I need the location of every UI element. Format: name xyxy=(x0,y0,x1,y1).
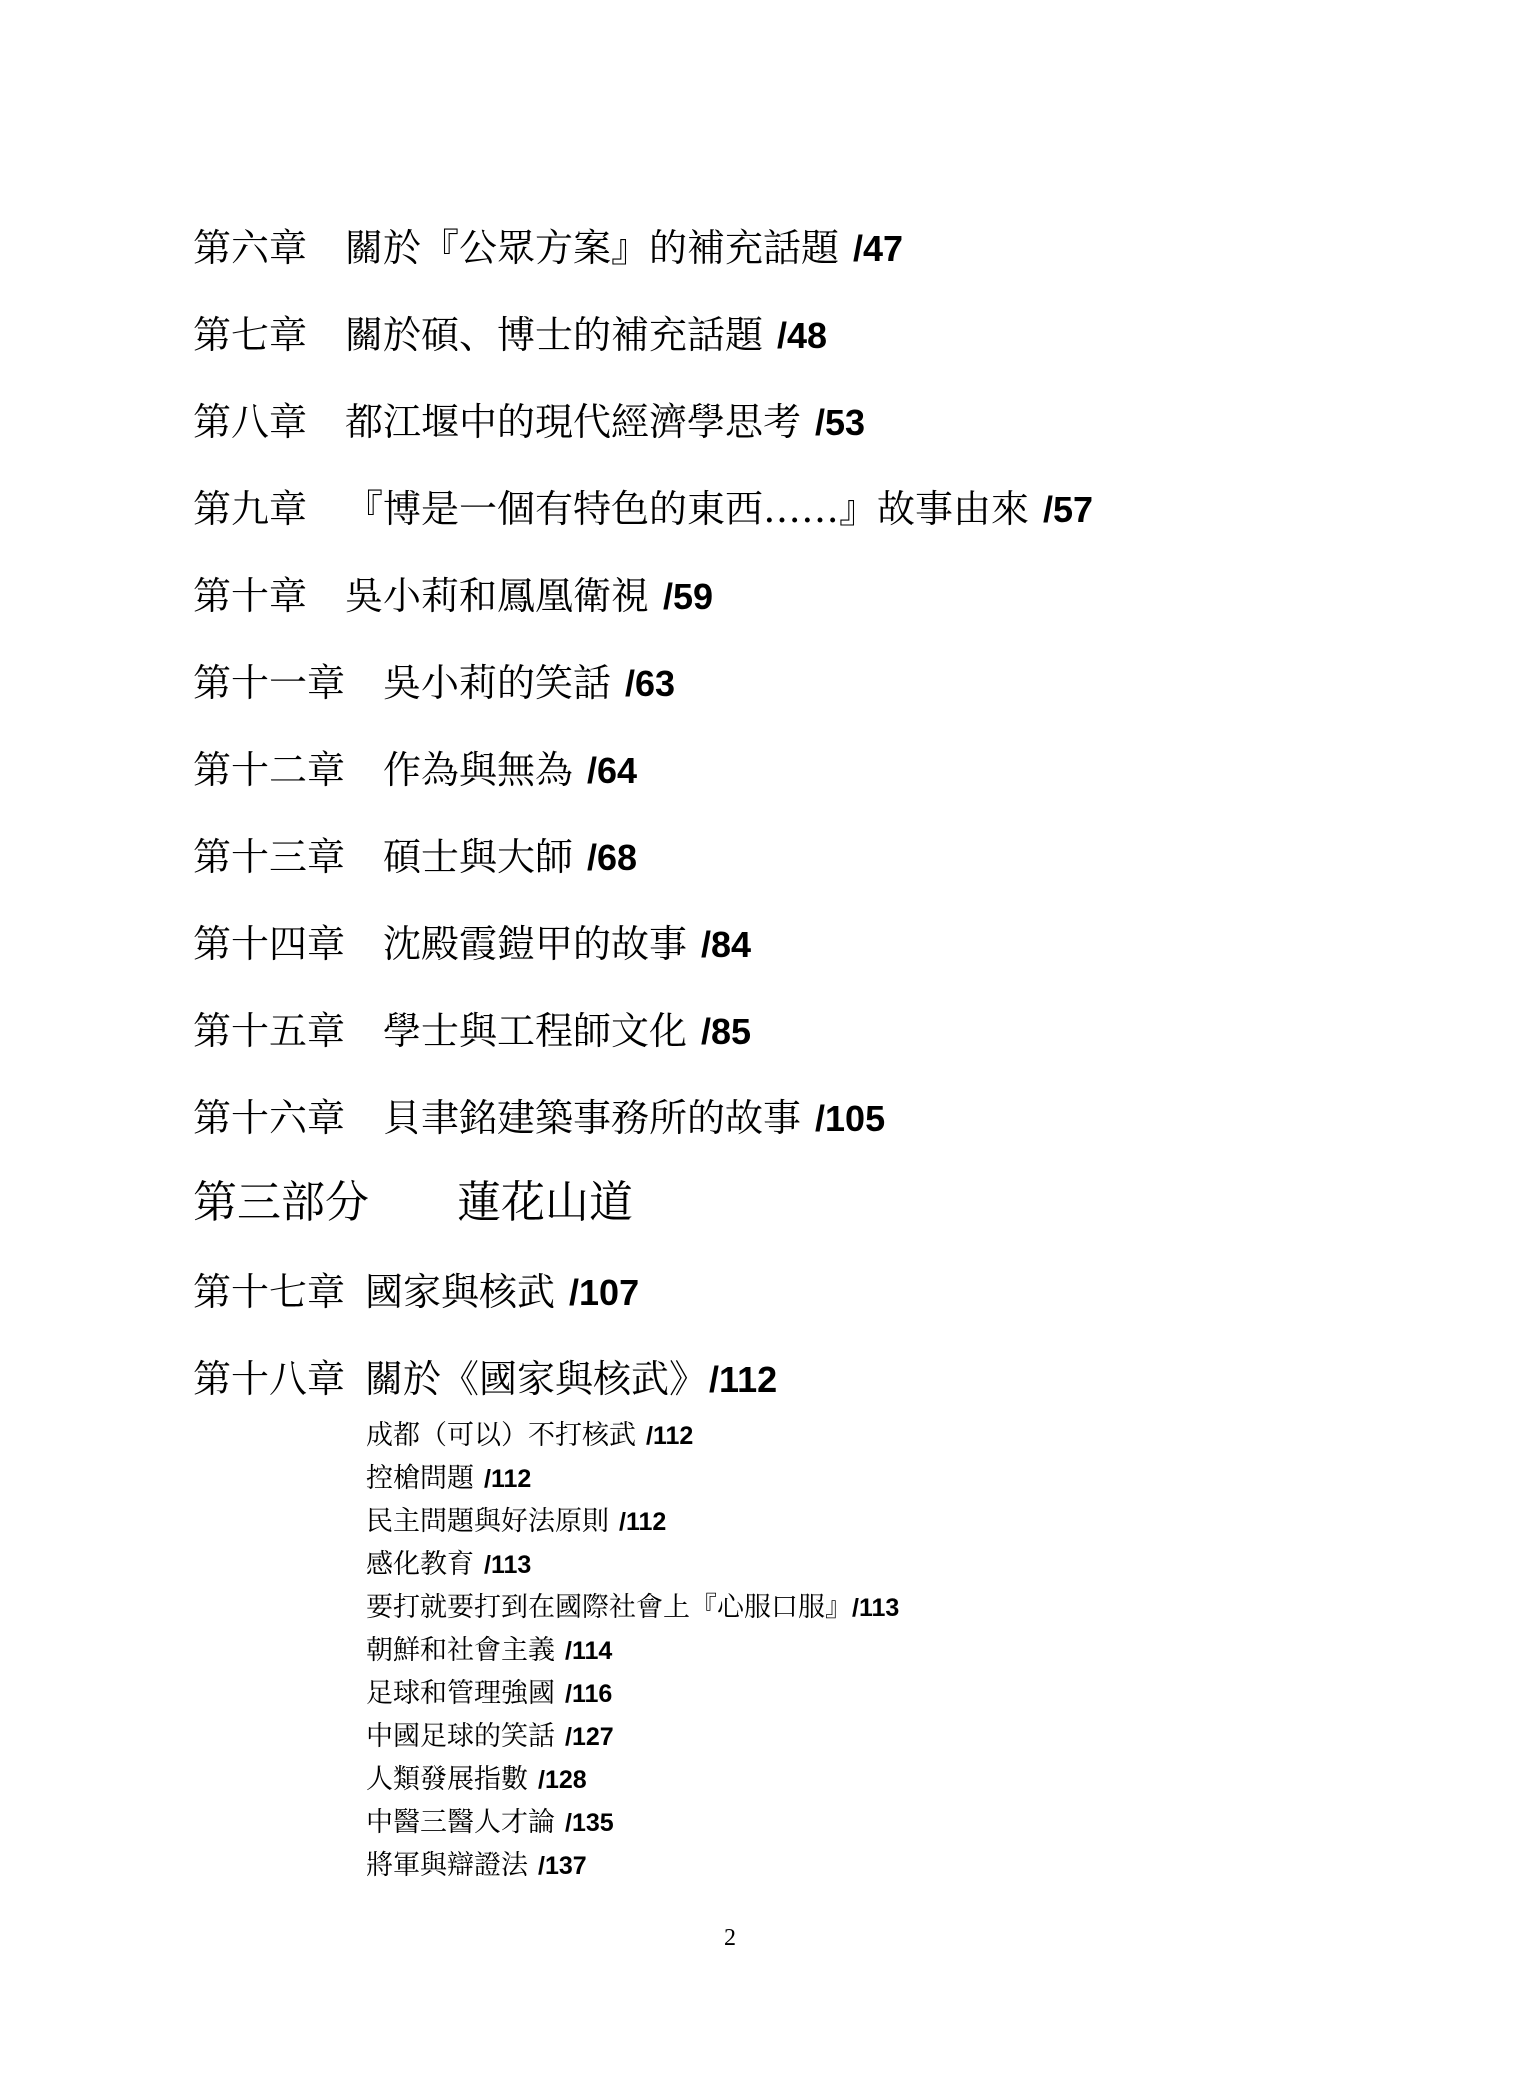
toc-entry xyxy=(193,305,827,365)
part-title: 蓮花山道 xyxy=(457,1177,633,1228)
part-heading xyxy=(193,1168,633,1238)
subsection-title: 中國足球的笑話 xyxy=(366,1721,555,1752)
chapter-title: 關於碩、博士的補充話題 xyxy=(345,313,764,357)
subsection-entry xyxy=(366,1631,612,1671)
page-ref: /64 xyxy=(587,750,638,791)
subsection-title: 民主問題與好法原則 xyxy=(366,1506,609,1537)
page-ref: /57 xyxy=(1043,489,1094,530)
page-number: 2 xyxy=(724,1925,736,1951)
chapter-number: 第七章 xyxy=(193,313,308,357)
page-ref: /135 xyxy=(565,1809,614,1837)
subsection-entry xyxy=(366,1717,614,1757)
page-ref: /63 xyxy=(625,663,676,704)
chapter-title: 作為與無為 xyxy=(383,748,574,792)
subsection-title: 中醫三醫人才論 xyxy=(366,1807,555,1838)
chapter-number: 第十章 xyxy=(193,574,308,618)
toc-entry xyxy=(193,1088,885,1148)
chapter-title: 『博是一個有特色的東西……』故事由來 xyxy=(345,487,1030,531)
subsection-entry xyxy=(366,1459,531,1499)
chapter-number: 第八章 xyxy=(193,400,308,444)
page-ref: /84 xyxy=(701,924,752,965)
subsection-entry xyxy=(366,1803,614,1843)
page-ref: /68 xyxy=(587,837,638,878)
subsection-title: 足球和管理強國 xyxy=(366,1678,555,1709)
page-ref: /47 xyxy=(853,228,904,269)
page-ref: /127 xyxy=(565,1723,614,1751)
subsection-entry xyxy=(366,1416,693,1456)
chapter-number: 第十八章 xyxy=(193,1357,346,1401)
page-ref: /112 xyxy=(484,1465,532,1493)
chapter-number: 第十七章 xyxy=(193,1270,346,1314)
page-ref: /85 xyxy=(701,1011,752,1052)
toc-entry xyxy=(193,827,637,887)
page-ref: /128 xyxy=(538,1766,587,1794)
subsection-title: 感化教育 xyxy=(366,1549,474,1580)
chapter-number: 第十六章 xyxy=(193,1096,346,1140)
chapter-title: 吳小莉的笑話 xyxy=(383,661,612,705)
toc-entry xyxy=(193,653,675,713)
page-ref: /116 xyxy=(565,1680,613,1708)
page-ref: /113 xyxy=(852,1594,900,1622)
chapter-title: 學士與工程師文化 xyxy=(383,1009,688,1053)
subsection-title: 成都（可以）不打核武 xyxy=(366,1420,636,1451)
page-ref: /112 xyxy=(619,1508,667,1536)
subsection-entry xyxy=(366,1545,531,1585)
subsection-title: 人類發展指數 xyxy=(366,1764,528,1795)
part-label: 第三部分 xyxy=(193,1177,369,1228)
page-ref: /53 xyxy=(815,402,866,443)
page-ref: /48 xyxy=(777,315,828,356)
subsection-entry xyxy=(366,1588,899,1628)
subsection-entry xyxy=(366,1502,666,1542)
toc-entry xyxy=(193,1262,639,1322)
page-ref: /112 xyxy=(646,1422,694,1450)
subsection-entry xyxy=(366,1760,587,1800)
page-ref: /105 xyxy=(815,1098,886,1139)
subsection-title: 將軍與辯證法 xyxy=(366,1850,528,1881)
subsection-title: 朝鮮和社會主義 xyxy=(366,1635,555,1666)
chapter-title: 關於『公眾方案』的補充話題 xyxy=(345,226,840,270)
toc-entry xyxy=(193,740,637,800)
chapter-number: 第十一章 xyxy=(193,661,346,705)
page-ref: /59 xyxy=(663,576,714,617)
chapter-number: 第十五章 xyxy=(193,1009,346,1053)
chapter-title: 國家與核武 xyxy=(365,1270,556,1314)
toc-entry xyxy=(193,914,751,974)
subsection-entry xyxy=(366,1674,612,1714)
chapter-number: 第十三章 xyxy=(193,835,346,879)
subsection-title: 控槍問題 xyxy=(366,1463,474,1494)
toc-entry xyxy=(193,1001,751,1061)
page-ref: /112 xyxy=(709,1359,778,1400)
toc-entry xyxy=(193,392,865,452)
chapter-title: 碩士與大師 xyxy=(383,835,574,879)
page-ref: /113 xyxy=(484,1551,532,1579)
subsection-title: 要打就要打到在國際社會上『心服口服』 xyxy=(366,1592,852,1623)
page-ref: /137 xyxy=(538,1852,587,1880)
chapter-title: 都江堰中的現代經濟學思考 xyxy=(345,400,802,444)
chapter-title: 貝聿銘建築事務所的故事 xyxy=(383,1096,802,1140)
subsection-entry xyxy=(366,1846,587,1886)
chapter-title: 吳小莉和鳳凰衛視 xyxy=(345,574,650,618)
chapter-title: 沈殿霞鎧甲的故事 xyxy=(383,922,688,966)
chapter-number: 第十四章 xyxy=(193,922,346,966)
chapter-number: 第九章 xyxy=(193,487,308,531)
chapter-number: 第六章 xyxy=(193,226,308,270)
toc-entry xyxy=(193,566,713,626)
toc-entry xyxy=(193,479,1093,539)
page-ref: /107 xyxy=(569,1272,640,1313)
page-ref: /114 xyxy=(565,1637,613,1665)
toc-entry xyxy=(193,1349,777,1409)
chapter-title: 關於《國家與核武》 xyxy=(365,1357,708,1401)
chapter-number: 第十二章 xyxy=(193,748,346,792)
toc-entry xyxy=(193,218,903,278)
